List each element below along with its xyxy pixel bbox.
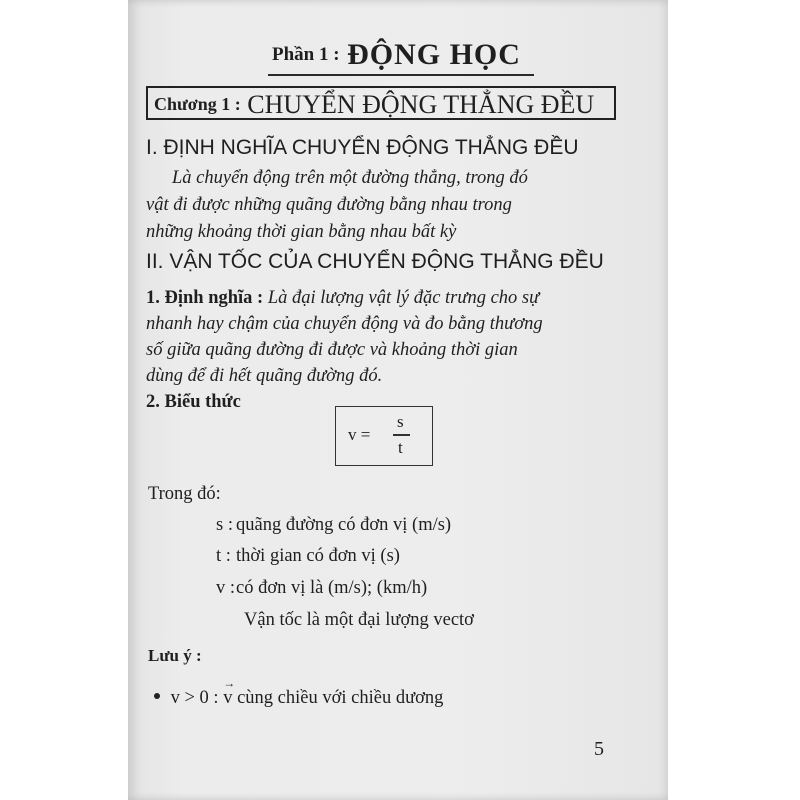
- chapter-prefix: Chương 1 :: [154, 94, 241, 114]
- definition-line-1: [146, 286, 539, 311]
- formula-box: [335, 406, 433, 466]
- fraction-bar: [393, 434, 410, 436]
- item-v-text: có đơn vị là (m/s); (km/h): [236, 578, 428, 598]
- chapter-title-box: [146, 86, 616, 120]
- item-v-symbol: v :: [216, 578, 236, 598]
- section1-line-3: những khoảng thời gian bằng nhau bất kỳ: [146, 222, 457, 242]
- formula-numerator: s: [397, 412, 404, 431]
- definition-line-4: dùng để đi hết quãng đường đó.: [146, 366, 383, 386]
- page-number: 5: [594, 738, 604, 760]
- definition-text-1: Là đại lượng vật lý đặc trưng cho sự: [267, 288, 540, 308]
- formula-denominator: t: [398, 438, 403, 457]
- vector-symbol: v: [223, 688, 233, 708]
- note-label: Lưu ý :: [148, 646, 202, 665]
- vector-arrow-icon: →: [223, 676, 236, 690]
- bullet-text: cùng chiều với chiều dương: [237, 688, 444, 708]
- formula-lhs: v =: [348, 425, 371, 444]
- definition-line-3: số giữa quãng đường đi được và khoảng thời gian: [146, 340, 518, 360]
- item-s-symbol: s :: [216, 515, 233, 535]
- item-t-symbol: t :: [216, 546, 231, 566]
- vector-note: Vận tốc là một đại lượng vectơ: [244, 610, 474, 630]
- where-label: Trong đó:: [148, 484, 221, 504]
- note-bullet: [154, 676, 444, 709]
- vector-v: [223, 676, 236, 709]
- part-name: ĐỘNG HỌC: [347, 38, 521, 71]
- bullet-condition: v > 0 :: [170, 688, 219, 708]
- section1-line-2: vật đi được những quãng đường bằng nhau trong: [146, 195, 512, 215]
- section1-line-1: Là chuyển động trên một đường thẳng, trong đó: [172, 168, 528, 188]
- chapter-name: CHUYỂN ĐỘNG THẲNG ĐỀU: [247, 90, 595, 119]
- item-s-text: quãng đường có đơn vị (m/s): [236, 515, 452, 535]
- definition-line-2: nhanh hay chậm của chuyển động và đo bằng thương: [146, 314, 543, 334]
- definition-label: 1. Định nghĩa :: [146, 288, 264, 308]
- section1-heading: I. ĐỊNH NGHĨA CHUYỂN ĐỘNG THẲNG ĐỀU: [146, 136, 579, 159]
- book-page: [128, 0, 668, 800]
- part-prefix: Phần 1 :: [272, 44, 340, 65]
- bullet-icon: [154, 693, 160, 699]
- part-title: [272, 38, 521, 72]
- item-t-text: thời gian có đơn vị (s): [236, 546, 400, 566]
- expression-label: 2. Biểu thức: [146, 392, 241, 412]
- part-title-underline: [268, 74, 534, 76]
- section2-heading: II. VẬN TỐC CỦA CHUYỂN ĐỘNG THẲNG ĐỀU: [146, 250, 604, 273]
